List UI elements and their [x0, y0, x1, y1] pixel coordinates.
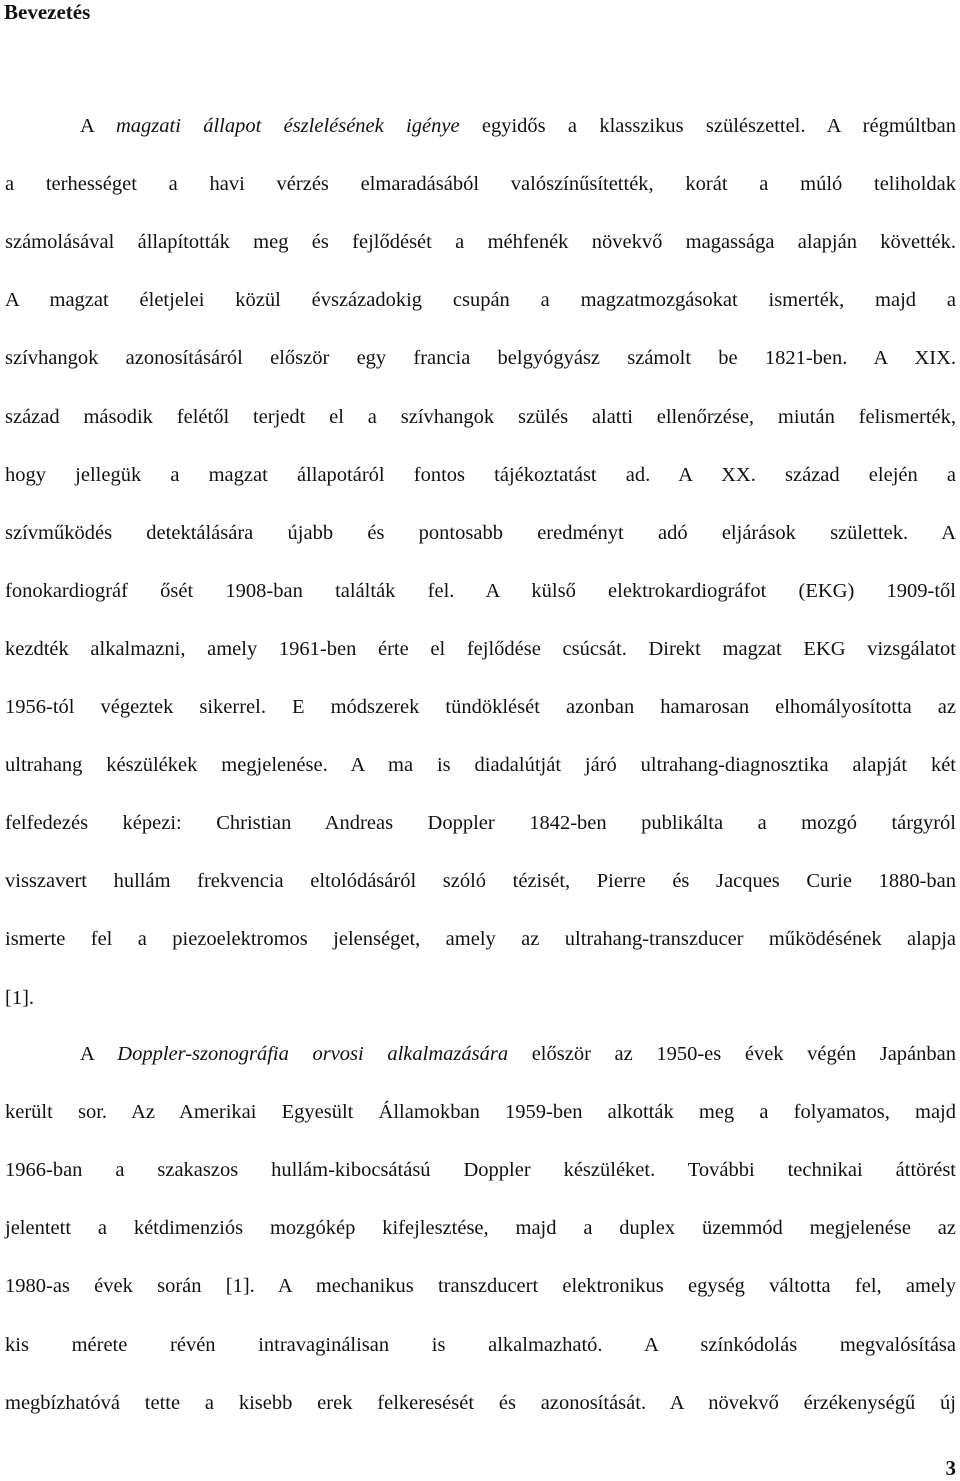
- text-line: [5, 229, 956, 255]
- text-line: [5, 1390, 956, 1416]
- text-line: [5, 171, 956, 197]
- text-line: [5, 868, 956, 894]
- text-segment: megbízhatóvá tette a kisebb erek felkeresését és azonosítását. A növekvő érzékenységű új: [5, 1391, 956, 1414]
- text-line: [5, 520, 956, 546]
- text-segment: először az 1950-es évek végén Japánban: [508, 1043, 956, 1065]
- text-segment: jelentett a kétdimenziós mozgókép kifejlesztése, majd a duplex üzemmód megjelenése az: [5, 1217, 956, 1240]
- emphasis-text: Doppler-szonográfia orvosi alkalmazására: [117, 1043, 509, 1065]
- text-line: [5, 1273, 956, 1299]
- text-segment: egyidős a klasszikus szülészettel. A régmúltban: [459, 115, 957, 137]
- text-line: [5, 404, 956, 430]
- text-segment: a terhességet a havi vérzés elmaradásából valószínűsítették, korát a múló teliholdak: [5, 173, 956, 196]
- text-segment: A magzat életjelei közül évszázadokig csupán a magzatmozgásokat ismerték, majd a: [5, 289, 956, 312]
- text-line: [80, 1041, 956, 1067]
- text-line: [5, 694, 956, 720]
- text-segment: ultrahang készülékek megjelenése. A ma is diadalútját járó ultrahang-diagnosztika alapját két: [5, 754, 956, 777]
- text-segment: fonokardiográf ősét 1908-ban találták fel. A külső elektrokardiográfot (EKG) 1909-től: [5, 579, 956, 602]
- text-segment: század második felétől terjedt el a szívhangok szülés alatti ellenőrzése, miután felismerték,: [5, 405, 956, 428]
- text-segment: visszavert hullám frekvencia eltolódásáról szóló tézisét, Pierre és Jacques Curie 1880-ban: [5, 870, 956, 893]
- text-segment: hogy jellegük a magzat állapotáról fontos tájékoztatást ad. A XX. század elején a: [5, 463, 956, 486]
- text-line: [5, 636, 956, 662]
- text-line: [5, 462, 956, 488]
- section-heading: Bevezetés: [4, 0, 91, 24]
- text-segment: 1966-ban a szakaszos hullám-kibocsátású Doppler készüléket. További technikai áttörést: [5, 1159, 956, 1182]
- text-line: [80, 113, 956, 139]
- text-line: [5, 578, 956, 604]
- text-line: [5, 752, 956, 778]
- text-segment: ismerte fel a piezoelektromos jelenséget, amely az ultrahang-transzducer működésének alapja: [5, 928, 956, 951]
- text-segment: kis mérete révén intravaginálisan is alkalmazható. A színkódolás megvalósítása: [5, 1333, 956, 1356]
- text-line: [5, 926, 956, 952]
- text-line: [5, 1099, 956, 1125]
- text-segment: [1].: [5, 986, 35, 1009]
- text-line: [5, 287, 956, 313]
- text-segment: 1980-as évek során [1]. A mechanikus transzducert elektronikus egység váltotta fel, amely: [5, 1275, 956, 1298]
- text-segment: 1956-tól végeztek sikerrel. E módszerek tündöklését azonban hamarosan elhomályosította az: [5, 696, 956, 718]
- text-segment: A: [80, 1043, 118, 1065]
- text-line: [5, 1215, 956, 1241]
- text-line: [5, 985, 956, 1011]
- text-line: [5, 1157, 956, 1183]
- text-line: [5, 810, 956, 836]
- text-segment: A: [80, 115, 116, 137]
- emphasis-text: magzati állapot észlelésének igénye: [115, 115, 460, 137]
- page-number: 3: [945, 1456, 956, 1480]
- text-segment: szívműködés detektálására újabb és pontosabb eredményt adó eljárások születtek. A: [5, 521, 956, 544]
- text-line: [5, 1332, 956, 1358]
- text-segment: került sor. Az Amerikai Egyesült Államokban 1959-ben alkották meg a folyamatos, majd: [5, 1101, 956, 1124]
- text-segment: szívhangok azonosításáról először egy francia belgyógyász számolt be 1821-ben. A XIX.: [5, 347, 956, 370]
- text-line: [5, 345, 956, 371]
- text-segment: számolásával állapították meg és fejlődését a méhfenék növekvő magassága alapján követték.: [5, 231, 956, 254]
- text-segment: felfedezés képezi: Christian Andreas Doppler 1842-ben publikálta a mozgó tárgyról: [5, 812, 956, 835]
- text-segment: kezdték alkalmazni, amely 1961-ben érte el fejlődése csúcsát. Direkt magzat EKG vizsgálatot: [5, 637, 956, 660]
